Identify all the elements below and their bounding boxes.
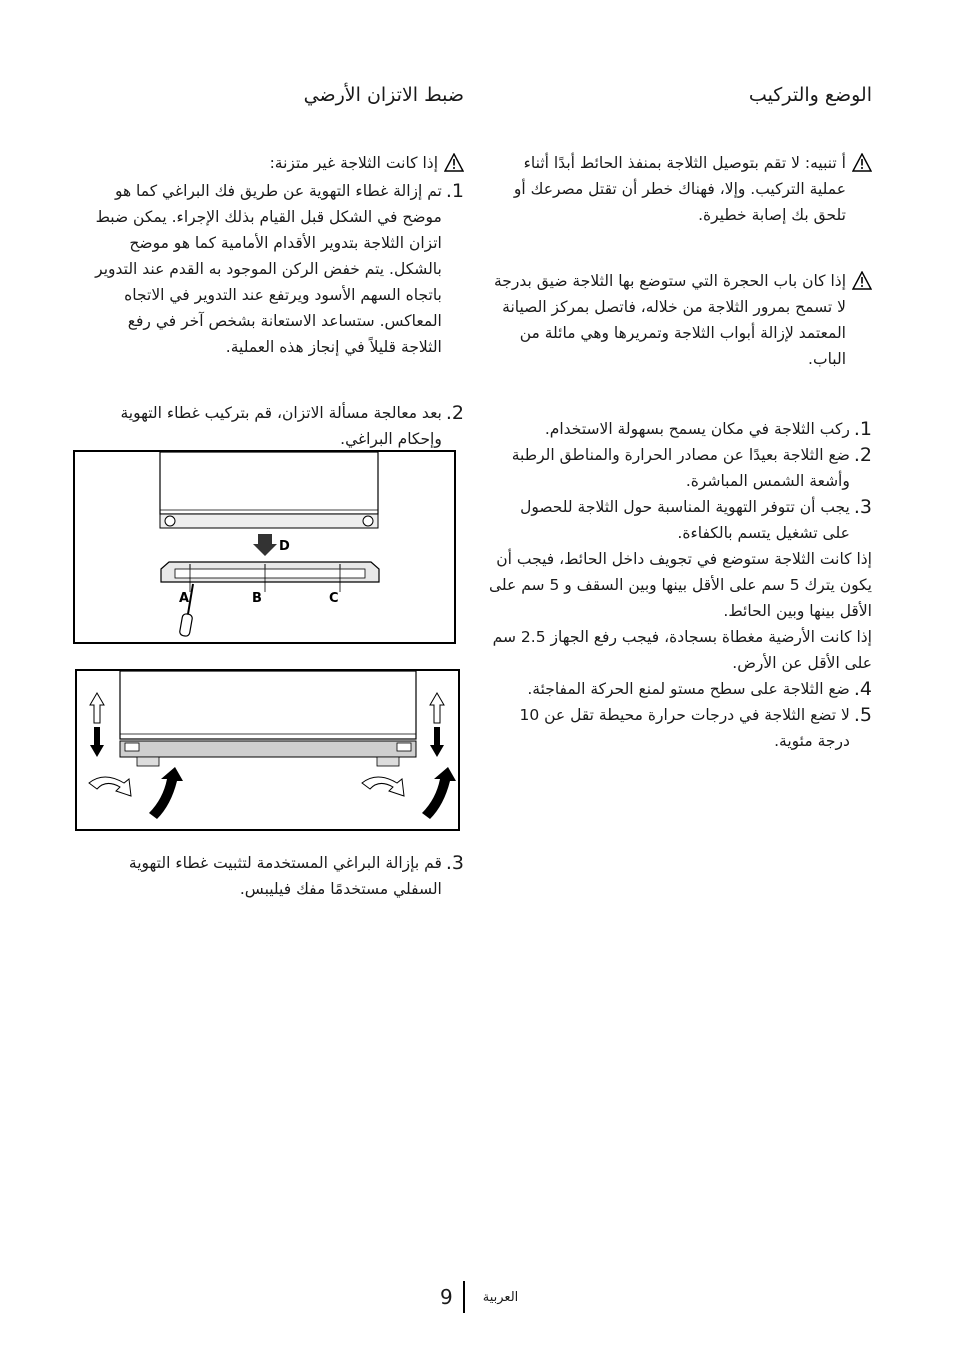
leveling-heading: ضبط الاتزان الأرضي xyxy=(303,84,464,106)
vent-cover-figure xyxy=(73,450,456,644)
warning-block-2 xyxy=(488,268,872,372)
list-item xyxy=(488,442,872,494)
label-d: D xyxy=(279,539,290,554)
installation-list xyxy=(488,416,872,754)
label-c: C xyxy=(329,591,339,606)
item-text: لا تضع الثلاجة في درجات حرارة محيطة تقل عن 10 درجة مئوية. xyxy=(519,706,850,750)
warning-block-1 xyxy=(488,150,872,228)
rotate-arrow-icon xyxy=(89,767,183,819)
leveling-section xyxy=(92,80,464,452)
warning-text-1: أ تنبيه: لا تقم بتوصيل الثلاجة بمنفذ الحائط أبدًا أثناء عملية التركيب. وإلا، فهناك خطر أن تقتل مصرعك أو تلحق بك إصابة خطيرة. xyxy=(513,154,846,224)
footer-divider xyxy=(463,1281,465,1313)
screw-removal-note xyxy=(92,850,464,902)
leveling-feet-figure xyxy=(75,669,460,831)
up-down-arrow-icon xyxy=(430,693,444,757)
leveling-feet-diagram xyxy=(77,671,458,829)
label-b: B xyxy=(252,591,262,606)
list-item xyxy=(488,702,872,754)
item-text: ضع الثلاجة بعيدًا عن مصادر الحرارة والمناطق الرطبة وأشعة الشمس المباشرة. xyxy=(511,446,850,490)
label-a: A xyxy=(179,591,190,606)
clearance-note: إذا كانت الثلاجة ستوضع في تجويف داخل الحائط، فيجب أن يكون يترك 5 سم على الأقل بينها وبين السقف و 5 سم على الأقل بينها وبين الحائط. xyxy=(488,550,872,620)
item-text: تم إزالة غطاء التهوية عن طريق فك البراغي كما هو موضح في الشكل قبل القيام بذلك الإجراء. يمكن ضبط اتزان الثلاجة بتدوير الأقدام الأمامية كما هو موضح بالشكل. يتم خفض الركن الموجود به القدم عند التدوير باتجاه السهم الأسود ويرتفع عند التدوير في الاتجاه المعاكس. ستساعد الاستعانة بشخص آخر في رفع الثلاجة قليلاً في إنجاز هذه العملية. xyxy=(95,182,442,356)
down-arrow-icon xyxy=(253,534,277,556)
item-number: 2. xyxy=(445,402,464,424)
list-item xyxy=(488,416,872,442)
warning-triangle-icon xyxy=(852,271,872,291)
carpet-note: إذا كانت الأرضية مغطاة بسجادة، فيجب رفع الجهاز 2.5 سم على الأقل عن الأرض. xyxy=(492,628,872,672)
warning-triangle-icon xyxy=(852,153,872,173)
list-item xyxy=(488,494,872,546)
item-number: 5. xyxy=(853,704,872,726)
warning-block-3 xyxy=(92,150,464,176)
rotate-arrow-icon xyxy=(362,767,456,819)
installation-section xyxy=(488,80,872,754)
item-number: 4. xyxy=(853,678,872,700)
installation-heading: الوضع والتركيب xyxy=(748,84,872,106)
list-item xyxy=(488,676,872,702)
list-item xyxy=(92,400,464,452)
item-number: 1. xyxy=(445,180,464,202)
warning-text-2: إذا كان باب الحجرة التي ستوضع بها الثلاجة ضيق بدرجة لا تسمح بمرور الثلاجة من خلاله، فاتصل بمركز الصيانة المعتمد لإزالة أبواب الثلاجة وتمريرها وهي مائلة من الباب. xyxy=(493,272,846,368)
page-footer xyxy=(440,1280,518,1314)
warning-triangle-icon xyxy=(444,153,464,173)
item-number: 1. xyxy=(853,418,872,440)
item-text: قم بإزالة البراغي المستخدمة لتثبيت غطاء التهوية السفلي مستخدمًا مفك فيليبس. xyxy=(128,854,442,898)
item-text: بعد معالجة مسألة الاتزان، قم بتركيب غطاء التهوية وإحكام البراغي. xyxy=(120,404,442,448)
vent-cover-diagram xyxy=(75,452,454,642)
item-text: ركب الثلاجة في مكان يسمح بسهولة الاستخدام. xyxy=(544,420,850,438)
warning-text-3: إذا كانت الثلاجة غير متزنة: xyxy=(269,154,438,172)
list-item xyxy=(92,850,464,902)
list-item xyxy=(92,178,464,360)
page-number: 9 xyxy=(440,1285,453,1309)
item-text: ضع الثلاجة على سطح مستو لمنع الحركة المفاجئة. xyxy=(527,680,850,698)
item-number: 2. xyxy=(853,444,872,466)
item-number: 3. xyxy=(445,852,464,874)
up-down-arrow-icon xyxy=(90,693,104,757)
item-number: 3. xyxy=(853,496,872,518)
item-text: يجب أن تتوفر التهوية المناسبة حول الثلاجة للحصول على تشغيل يتسم بالكفاءة. xyxy=(520,498,850,542)
language-label: العربية xyxy=(482,1289,519,1305)
